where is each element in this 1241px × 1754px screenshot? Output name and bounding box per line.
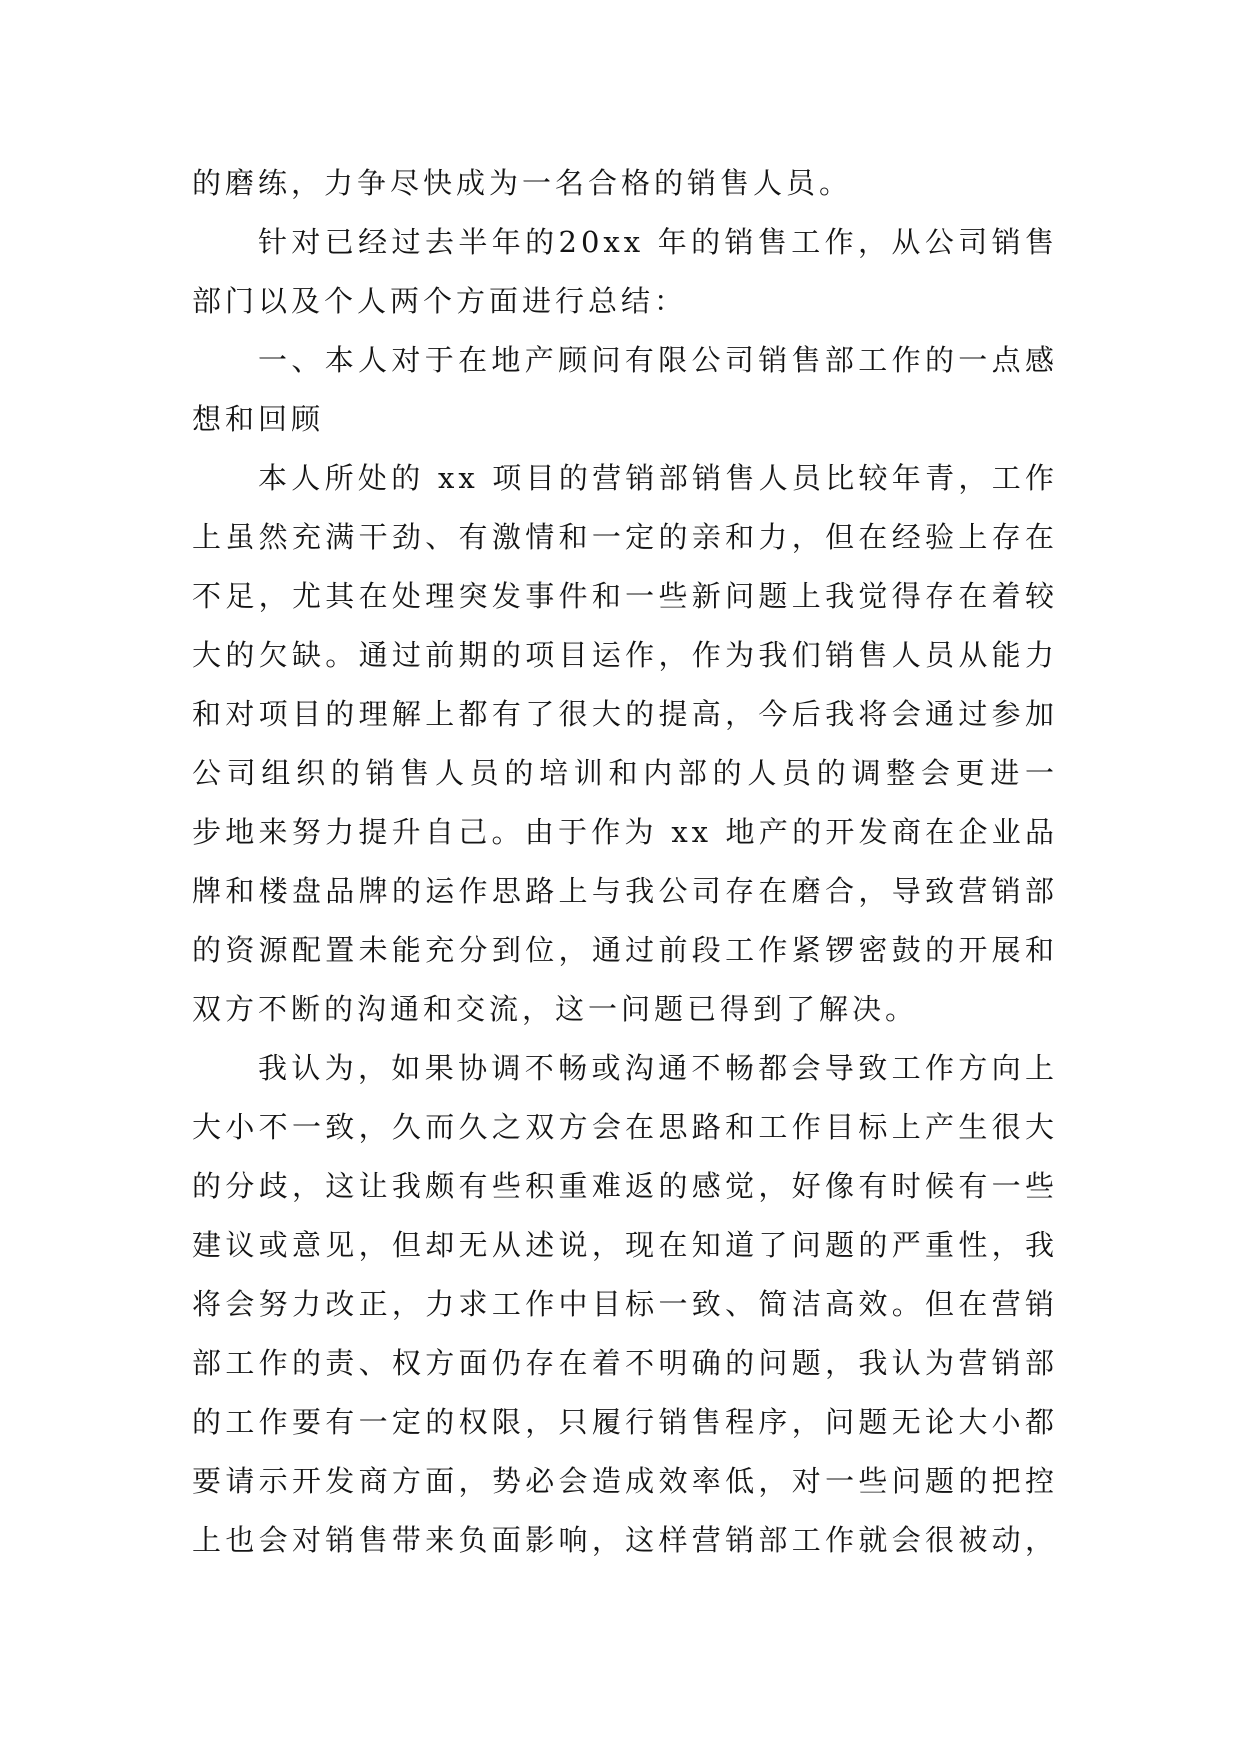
text-line: 不足，尤其在处理突发事件和一些新问题上我觉得存在着较: [192, 579, 1058, 613]
paragraph-intro: [192, 213, 1058, 331]
text-line: 双方不断的沟通和交流，这一问题已得到了解决。: [192, 992, 919, 1026]
text-line: 部工作的责、权方面仍存在着不明确的问题，我认为营销部: [192, 1346, 1058, 1380]
text-line: 部门以及个人两个方面进行总结：: [192, 284, 688, 318]
text-line: 将会努力改正，力求工作中目标一致、简洁高效。但在营销: [192, 1287, 1058, 1321]
text-line: 步地来努力提升自己。由于作为 xx 地产的开发商在企业品: [192, 815, 1058, 849]
text-line: 建议或意见，但却无从述说，现在知道了问题的严重性，我: [192, 1228, 1058, 1262]
section-heading: [192, 331, 1058, 449]
text-line: 上虽然充满干劲、有激情和一定的亲和力，但在经验上存在: [192, 520, 1058, 554]
text-line: 针对已经过去半年的20xx 年的销售工作，从公司销售: [258, 225, 1058, 259]
text-line: 的磨练，力争尽快成为一名合格的销售人员。: [192, 166, 853, 200]
text-line: 公司组织的销售人员的培训和内部的人员的调整会更进一: [192, 756, 1058, 790]
paragraph-continuation: [192, 154, 1058, 213]
text-line: 大的欠缺。通过前期的项目运作，作为我们销售人员从能力: [192, 638, 1058, 672]
heading-line: 一、本人对于在地产顾问有限公司销售部工作的一点感: [258, 343, 1058, 377]
text-line: 要请示开发商方面，势必会造成效率低，对一些问题的把控: [192, 1464, 1058, 1498]
text-line: 的资源配置未能充分到位，通过前段工作紧锣密鼓的开展和: [192, 933, 1058, 967]
paragraph-communication: [192, 1039, 1058, 1570]
text-line: 牌和楼盘品牌的运作思路上与我公司存在磨合，导致营销部: [192, 874, 1058, 908]
text-line: 的分歧，这让我颇有些积重难返的感觉，好像有时候有一些: [192, 1169, 1058, 1203]
heading-line: 想和回顾: [192, 402, 325, 436]
paragraph-project-review: [192, 449, 1058, 1039]
text-line: 和对项目的理解上都有了很大的提高，今后我将会通过参加: [192, 697, 1058, 731]
text-line: 本人所处的 xx 项目的营销部销售人员比较年青，工作: [258, 461, 1058, 495]
text-line: 的工作要有一定的权限，只履行销售程序，问题无论大小都: [192, 1405, 1058, 1439]
text-line: 我认为，如果协调不畅或沟通不畅都会导致工作方向上: [258, 1051, 1058, 1085]
text-line: 上也会对销售带来负面影响，这样营销部工作就会很被动，: [192, 1523, 1058, 1557]
text-line: 大小不一致，久而久之双方会在思路和工作目标上产生很大: [192, 1110, 1058, 1144]
document-body: [192, 154, 1058, 1570]
